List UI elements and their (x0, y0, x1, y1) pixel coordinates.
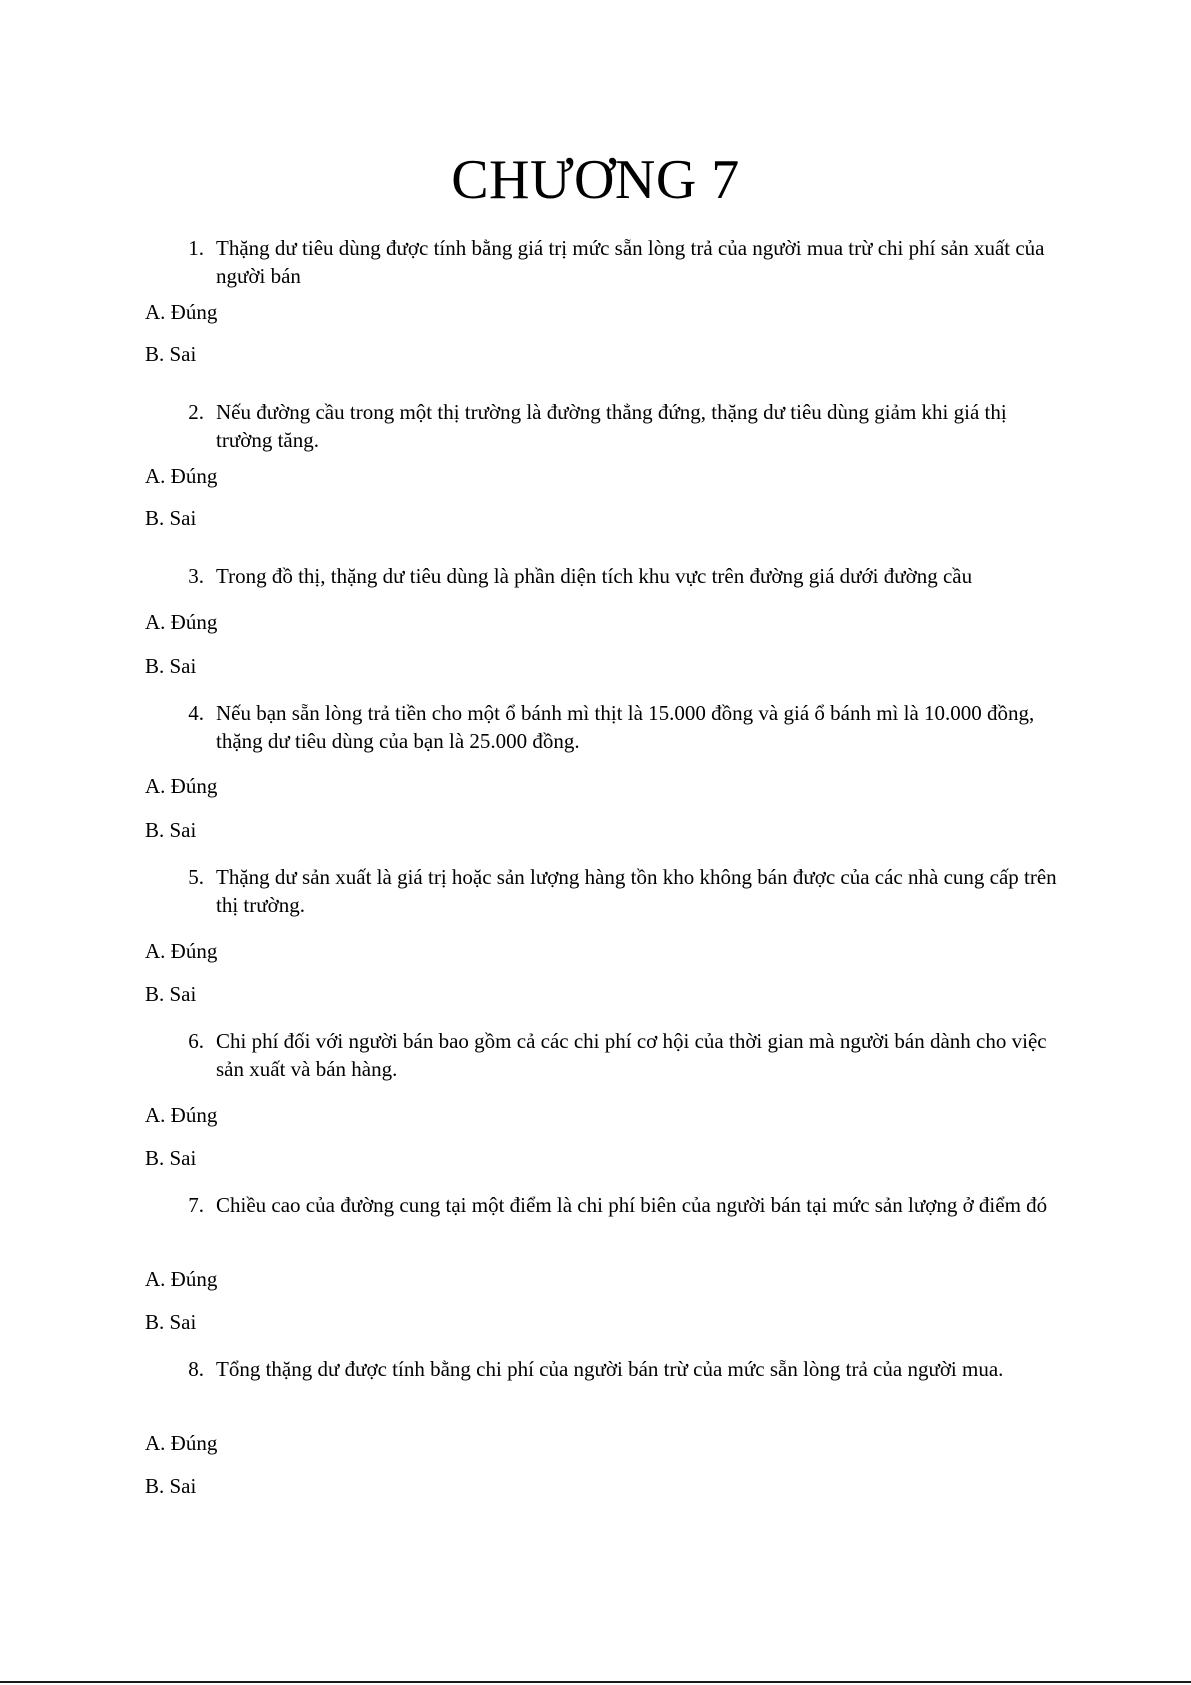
question-text: Thặng dư tiêu dùng được tính bằng giá trị mức sẵn lòng trả của người mua trừ chi phí sản xuất của người bán (216, 236, 1045, 288)
question-7 (178, 1191, 1058, 1219)
question-text: Trong đồ thị, thặng dư tiêu dùng là phần diện tích khu vực trên đường giá dưới đường cầu (216, 564, 973, 588)
page-title: CHƯƠNG 7 (451, 149, 740, 211)
question-number: 2. (188, 400, 204, 424)
question-8 (178, 1355, 1058, 1383)
option-b: B. Sai (145, 342, 197, 366)
page-bottom-rule (0, 1681, 1191, 1683)
option-a: A. Đúng (145, 300, 218, 324)
question-5 (178, 863, 1058, 919)
question-text: Chi phí đối với người bán bao gồm cả các chi phí cơ hội của thời gian mà người bán dành cho việc sản xuất và bán hàng. (216, 1029, 1047, 1081)
option-a: A. Đúng (145, 939, 218, 963)
option-a: A. Đúng (145, 610, 218, 634)
option-a: A. Đúng (145, 1103, 218, 1127)
question-number: 3. (188, 564, 204, 588)
question-number: 6. (188, 1029, 204, 1053)
question-3 (178, 562, 1058, 590)
question-text: Nếu bạn sẵn lòng trả tiền cho một ổ bánh mì thịt là 15.000 đồng và giá ổ bánh mì là 10.000 đồng, thặng dư tiêu dùng của bạn là 25.000 đồng. (216, 701, 1035, 753)
option-a: A. Đúng (145, 1267, 218, 1291)
question-number: 1. (188, 236, 204, 260)
question-number: 7. (188, 1193, 204, 1217)
question-1 (178, 234, 1058, 290)
question-number: 5. (188, 865, 204, 889)
option-b: B. Sai (145, 1310, 197, 1334)
option-b: B. Sai (145, 506, 197, 530)
question-text: Chiều cao của đường cung tại một điểm là chi phí biên của người bán tại mức sản lượng ở điểm đó (216, 1193, 1048, 1217)
question-text: Tổng thặng dư được tính bằng chi phí của người bán trừ của mức sẵn lòng trả của người mua. (216, 1357, 1004, 1381)
option-a: A. Đúng (145, 464, 218, 488)
question-6 (178, 1027, 1058, 1083)
option-b: B. Sai (145, 1474, 197, 1498)
option-b: B. Sai (145, 654, 197, 678)
question-2 (178, 398, 1058, 454)
option-b: B. Sai (145, 818, 197, 842)
option-b: B. Sai (145, 1146, 197, 1170)
question-4 (178, 699, 1058, 755)
option-a: A. Đúng (145, 774, 218, 798)
option-b: B. Sai (145, 982, 197, 1006)
question-text: Nếu đường cầu trong một thị trường là đường thẳng đứng, thặng dư tiêu dùng giảm khi giá thị trường tăng. (216, 400, 1007, 452)
option-a: A. Đúng (145, 1431, 218, 1455)
question-number: 4. (188, 701, 204, 725)
question-number: 8. (188, 1357, 204, 1381)
question-text: Thặng dư sản xuất là giá trị hoặc sản lượng hàng tồn kho không bán được của các nhà cung cấp trên thị trường. (216, 865, 1057, 917)
